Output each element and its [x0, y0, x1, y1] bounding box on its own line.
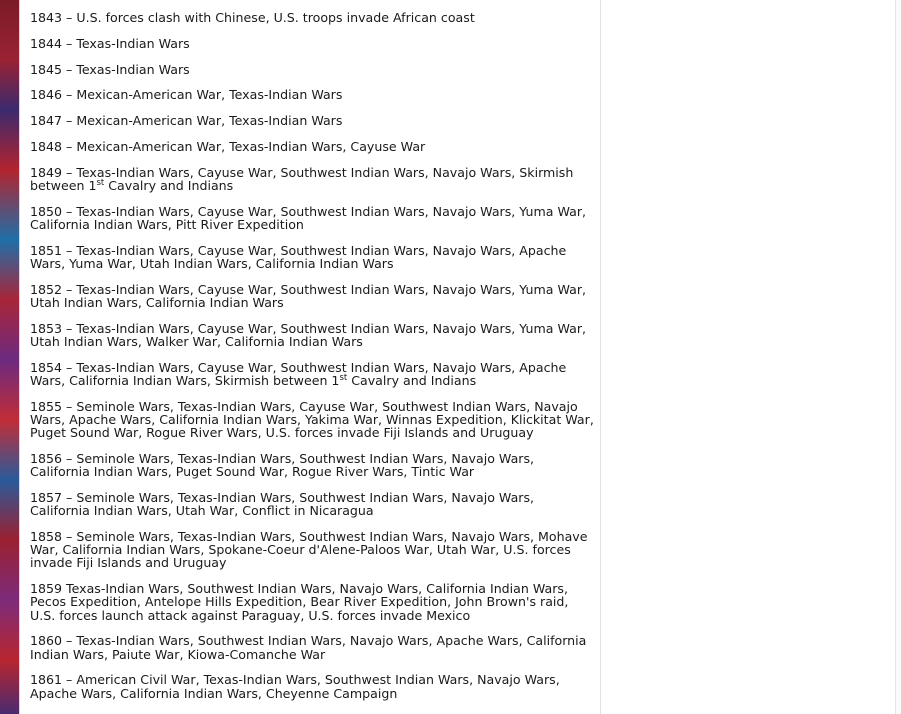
entry-text: 1854 – Texas-Indian Wars, Cayuse War, Southwest Indian Wars, Navajo Wars, Apache Wars, California Indian Wars, Skirmish between 1	[30, 359, 567, 388]
year-entry: 1861 – American Civil War, Texas-Indian Wars, Southwest Indian Wars, Navajo Wars, Apache Wars, California Indian Wars, Cheyenne Campaign	[30, 672, 560, 701]
year-entry: 1857 – Seminole Wars, Texas-Indian Wars, Southwest Indian Wars, Navajo Wars, California Indian Wars, Utah War, Conflict in Nicaragua	[30, 489, 535, 519]
year-entry: 1858 – Seminole Wars, Texas-Indian Wars, Southwest Indian Wars, Navajo Wars, Mohave War, California Indian Wars, Spokane-Coeur d'Alene-Paloos War, Utah War, U.S. forces invade Fiji Islands and Uruguay	[30, 528, 588, 571]
year-entry: 1848 – Mexican-American War, Texas-Indian Wars, Cayuse War	[30, 138, 426, 154]
year-entry: 1859 Texas-Indian Wars, Southwest Indian Wars, Navajo Wars, California Indian Wars, Pecos Expedition, Antelope Hills Expedition, Bear River Expedition, John Brown's raid, U.S. forces launch attack against Paraguay, U.S. forces invade Mexico	[30, 581, 569, 623]
ordinal-superscript: st	[339, 372, 348, 383]
sidebar-panel	[601, 0, 895, 714]
year-entry	[30, 166, 596, 192]
entry-text: Cavalry and Indians	[347, 372, 477, 388]
entry-text: 1849 – Texas-Indian Wars, Cayuse War, Southwest Indian Wars, Navajo Wars, Skirmish between 1	[30, 164, 574, 193]
year-entry-list	[20, 0, 600, 700]
ordinal-superscript: st	[96, 177, 105, 188]
scrollbar-track[interactable]	[895, 0, 901, 714]
entry-text: Cavalry and Indians	[104, 177, 234, 193]
year-entry: 1851 – Texas-Indian Wars, Cayuse War, Southwest Indian Wars, Navajo Wars, Apache Wars, Yuma War, Utah Indian Wars, California Indian Wars	[30, 242, 567, 271]
year-entry: 1860 – Texas-Indian Wars, Southwest Indian Wars, Navajo Wars, Apache Wars, California Indian Wars, Paiute War, Kiowa-Comanche War	[30, 633, 587, 662]
year-entry: 1852 – Texas-Indian Wars, Cayuse War, Southwest Indian Wars, Navajo Wars, Yuma War, Utah Indian Wars, California Indian Wars	[30, 281, 587, 310]
year-entry: 1856 – Seminole Wars, Texas-Indian Wars, Southwest Indian Wars, Navajo Wars, California Indian Wars, Puget Sound War, Rogue River Wars, Tintic War	[30, 450, 535, 480]
year-entry: 1847 – Mexican-American War, Texas-Indian Wars	[30, 113, 343, 129]
year-entry: 1845 – Texas-Indian Wars	[30, 61, 190, 77]
year-entry: 1844 – Texas-Indian Wars	[30, 35, 190, 51]
year-entry: 1843 – U.S. forces clash with Chinese, U.S. troops invade African coast	[30, 10, 475, 25]
year-entry: 1850 – Texas-Indian Wars, Cayuse War, Southwest Indian Wars, Navajo Wars, Yuma War, California Indian Wars, Pitt River Expedition	[30, 203, 587, 232]
year-entry: 1855 – Seminole Wars, Texas-Indian Wars, Cayuse War, Southwest Indian Wars, Navajo Wars, Apache Wars, California Indian Wars, Yakima War, Winnas Expedition, Klickitat War, Puget Sound War, Rogue River Wars, U.S. forces invade Fiji Islands and Uruguay	[30, 398, 594, 441]
left-background-strip	[0, 0, 20, 714]
year-entry: 1846 – Mexican-American War, Texas-Indian Wars	[30, 87, 343, 103]
year-entry	[30, 361, 596, 387]
article-content	[20, 0, 601, 714]
year-entry: 1853 – Texas-Indian Wars, Cayuse War, Southwest Indian Wars, Navajo Wars, Yuma War, Utah Indian Wars, Walker War, California Indian Wars	[30, 320, 587, 349]
